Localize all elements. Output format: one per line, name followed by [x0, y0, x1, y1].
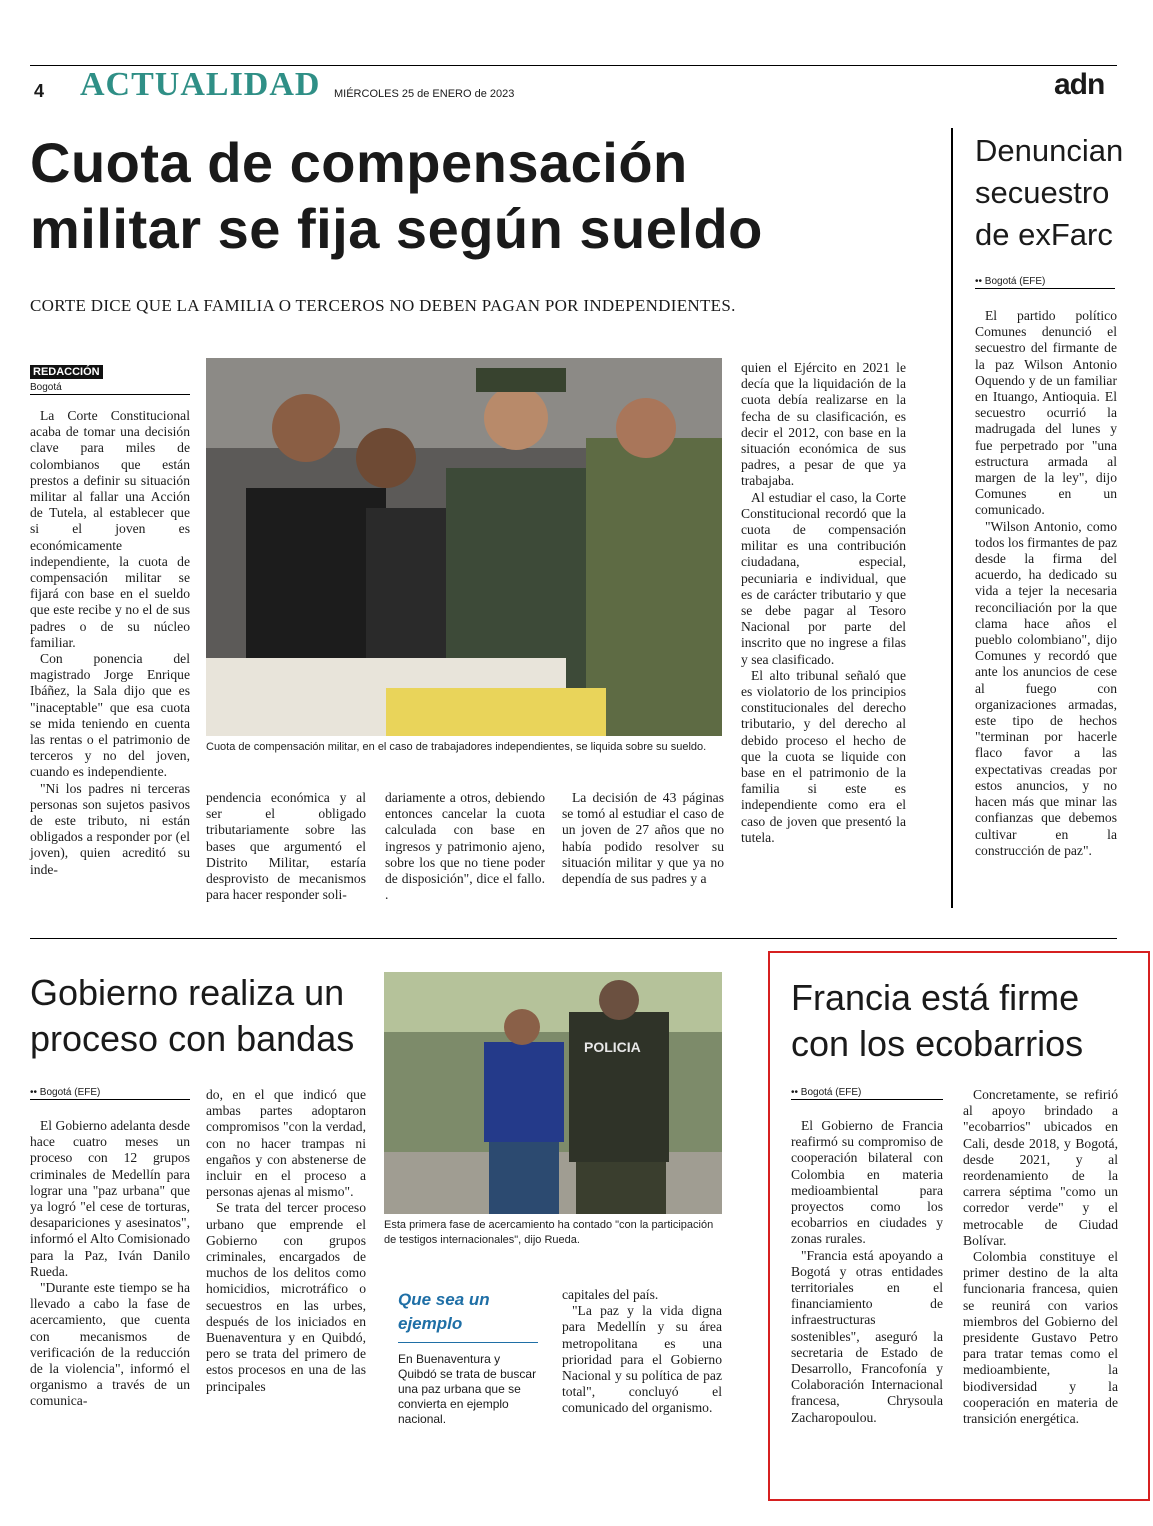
- paragraph: do, en el que indicó que ambas partes adoptaron compromisos "con la verdad, con no hacer trampas ni engaños y con abstenerse de incluir en el proceso a personas ajenas al mismo".: [206, 1087, 366, 1200]
- paragraph: El alto tribunal señaló que es violatorio de los principios constitucionales del derecho tributario, y del derecho al debido proceso el hecho de que la cuota se liquide con base en el patrimonio de la familia si este es independiente como era el caso de joven que presentó la tutela.: [741, 667, 906, 845]
- police-photo-illustration: [384, 972, 722, 1214]
- bullet-icon: ••: [30, 1087, 40, 1098]
- paragraph: capitales del país.: [562, 1287, 659, 1302]
- place-text: Bogotá (EFE): [800, 1087, 862, 1098]
- pull-quote-body: En Buenaventura y Quibdó se trata de buscar una paz urbana que se convierta en ejemplo nacional.: [398, 1352, 537, 1426]
- police-photo-caption: Esta primera fase de acercamiento ha contado "con la participación de testigos internacionales", dijo Rueda.: [384, 1219, 714, 1246]
- page-number: 4: [34, 81, 45, 101]
- byline-place: Bogotá: [30, 382, 190, 395]
- bottom-left-col-4: [562, 1287, 722, 1417]
- paragraph: pendencia económica y al ser el obligado tributariamente sobre las bases que argumentó el Distrito Militar, estaría desprovisto de mecanismos para hacer responder soli-: [206, 790, 366, 903]
- red-box-byline-place: [791, 1087, 943, 1100]
- dateline: MIÉRCOLES 25 de ENERO de 2023: [334, 88, 515, 100]
- byline-badge: REDACCIÓN: [30, 365, 103, 379]
- paragraph: El partido político Comunes denunció el secuestro del firmante de la paz Wilson Antonio Oquendo y de un familiar en Ituango, Antioquia. El secuestro ocurrió la madrugada del lunes y fue perpetrado por "una estructura armada al margen de la ley", dijo Comunes en un comunicado.: [975, 308, 1117, 518]
- military-photo-illustration: [206, 358, 722, 736]
- right-body: [975, 308, 1117, 859]
- red-box-col-2: [963, 1087, 1118, 1427]
- right-headline: Denuncian secuestro de exFarc: [975, 133, 1124, 252]
- paragraph: Se trata del tercer proceso urbano que emprende el Gobierno con grupos criminales, encargados de muchos de los delitos como homicidios, microtráfico o secuestros en las urbes, después de los iniciados en Buenaventura y en Quibdó, pero se trata del primero de estos procesos en una de las principales: [206, 1200, 366, 1394]
- place-text: Bogotá (EFE): [39, 1087, 101, 1098]
- bottom-left-col-1: [30, 1118, 190, 1410]
- main-col-3: [385, 790, 545, 903]
- paragraph: Al estudiar el caso, la Corte Constitucional recordó que la cuota de compensación militar es una contribución ciudadana, especial, pecuniaria e individual, que es de carácter tributario y que se debe pagar al Tesoro Nacional por parte del inscrito que no ingrese a filas y sea clasificado.: [741, 489, 906, 667]
- paragraph: "Francia está apoyando a Bogotá y otras entidades territoriales en el financiamiento de infraestructuras sostenibles", aseguró la secretaria de Estado de Desarrollo, Francofonía y Colaboración Internacional francesa, Chrysoula Zacharopoulou.: [791, 1247, 943, 1425]
- main-byline: [30, 360, 190, 395]
- paragraph: Colombia constituye el primer destino de la alta funcionaria francesa, quien se reunirá con varios miembros del Gobierno del presidente Gustavo Petro para tratar temas como el medioambiente, la biodiversidad y la cooperación en materia de transición energética.: [963, 1249, 1118, 1427]
- paragraph: "Ni los padres ni terceras personas son sujetos pasivos de este tributo, ni están obligados a responder por (el joven), quien acreditó su inde-: [30, 780, 190, 877]
- main-photo: [206, 358, 722, 736]
- paragraph: La Corte Constitucional acaba de tomar una decisión clave para miles de colombianos que están prestos a definir su situación militar al fallar una Acción de Tutela, al establecer que si el joven es económicamente independiente, la cuota de compensación militar se fijará con base en el sueldo que este recibe y no el de sus padres o de su núcleo familiar.: [30, 408, 190, 650]
- bottom-left-col-2: [206, 1087, 366, 1395]
- bottom-left-headline: Gobierno realiza un proceso con bandas: [30, 972, 355, 1059]
- paragraph: quien el Ejército en 2021 le decía que la liquidación de la cuota debía realizarse en la fecha de su clasificación, es decir el 2012, con base en la situación económica de sus padres, a pesar de que ya trabajaba.: [741, 360, 906, 489]
- paragraph: Con ponencia del magistrado Jorge Enrique Ibáñez, la Sala dijo que es "inaceptable" que esa cuota se mida teniendo en cuenta las rentas o el patrimonio de terceros y no del joven, cuando es independiente.: [30, 651, 190, 780]
- main-headline-line1: Cuota de compensación: [30, 131, 688, 194]
- main-headline: [30, 130, 930, 262]
- section-divider: [30, 938, 1117, 939]
- right-byline-place: [975, 276, 1115, 289]
- main-col-5: [741, 360, 906, 846]
- main-col-2: [206, 790, 366, 903]
- section-title: ACTUALIDAD: [80, 66, 321, 103]
- bullet-icon: ••: [975, 276, 985, 287]
- vest-label: POLICIA: [584, 1039, 641, 1055]
- main-photo-caption: Cuota de compensación militar, en el caso de trabajadores independientes, se liquida sobre su sueldo.: [206, 741, 707, 753]
- red-box-col-1: [791, 1118, 943, 1426]
- paragraph: "Durante este tiempo se ha llevado a cabo la fase de acercamiento, que cuenta con mecanismos de verificación de la reducción de la violencia", informó el organismo a través de un comunica-: [30, 1280, 190, 1409]
- bullet-icon: ••: [791, 1087, 801, 1098]
- bottom-left-byline-place: [30, 1087, 190, 1100]
- column-divider: [951, 128, 953, 908]
- place-text: Bogotá (EFE): [984, 276, 1046, 287]
- main-col-4: [562, 790, 724, 887]
- paragraph: dariamente a otros, debiendo entonces cancelar la cuota calculada con base en ingresos y patrimonio ajeno, sobre los que no tiene poder de disposición", dice el fallo. .: [385, 790, 545, 903]
- paragraph: La decisión de 43 páginas se tomó al estudiar el caso de un joven de 27 años que no había podido resolver su situación militar y que ya no dependía de sus padres y a: [562, 790, 724, 887]
- paragraph: Concretamente, se refirió al apoyo brindado a "ecobarrios" ubicados en Cali, desde 2018, y Bogotá, desde 2021, y al reordenamiento de la carrera séptima "como un corredor verde" y el metrocable de Ciudad Bolívar.: [963, 1087, 1118, 1248]
- main-col-1: [30, 408, 190, 878]
- brand-logo: adn: [1054, 68, 1105, 101]
- pull-quote-title: Que sea un ejemplo: [398, 1290, 490, 1333]
- main-dek: CORTE DICE QUE LA FAMILIA O TERCEROS NO DEBEN PAGAN POR INDEPENDIENTES.: [30, 296, 736, 315]
- paragraph: El Gobierno de Francia reafirmó su compromiso de cooperación bilateral con Colombia en materia medioambiental para proyectos como los ecobarrios en ciudades y zonas rurales.: [791, 1118, 943, 1247]
- pull-quote-rule: [398, 1342, 538, 1343]
- police-photo: [384, 972, 722, 1214]
- paragraph: "Wilson Antonio, como todos los firmantes de paz desde la firma del acuerdo, ha dedicado su vida a tejer la necesaria reconciliación por la que clama hace años el pueblo colombiano", dijo Comunes y recordó que ante los anuncios de cese al fuego con organizaciones armadas, este tipo de hechos "terminan por hacerle flaco favor a las expectativas creadas por estos anuncios, y no hacen más que minar las confianzas que debemos cultivar en la construcción de paz".: [975, 518, 1117, 858]
- paragraph: "La paz y la vida digna para Medellín y su área metropolitana es una prioridad para el Gobierno Nacional y su política de paz total", concluyó el comunicado del organismo.: [562, 1303, 722, 1416]
- paragraph: El Gobierno adelanta desde hace cuatro meses un proceso con 12 grupos criminales de Medellín para lograr una "paz urbana" que ya logró "el cese de torturas, desapariciones y asesinatos", informó el Alto Comisionado para la Paz, Iván Danilo Rueda.: [30, 1118, 190, 1279]
- main-headline-line2: militar se fija según sueldo: [30, 197, 763, 260]
- red-box-headline: Francia está firme con los ecobarrios: [791, 977, 1084, 1064]
